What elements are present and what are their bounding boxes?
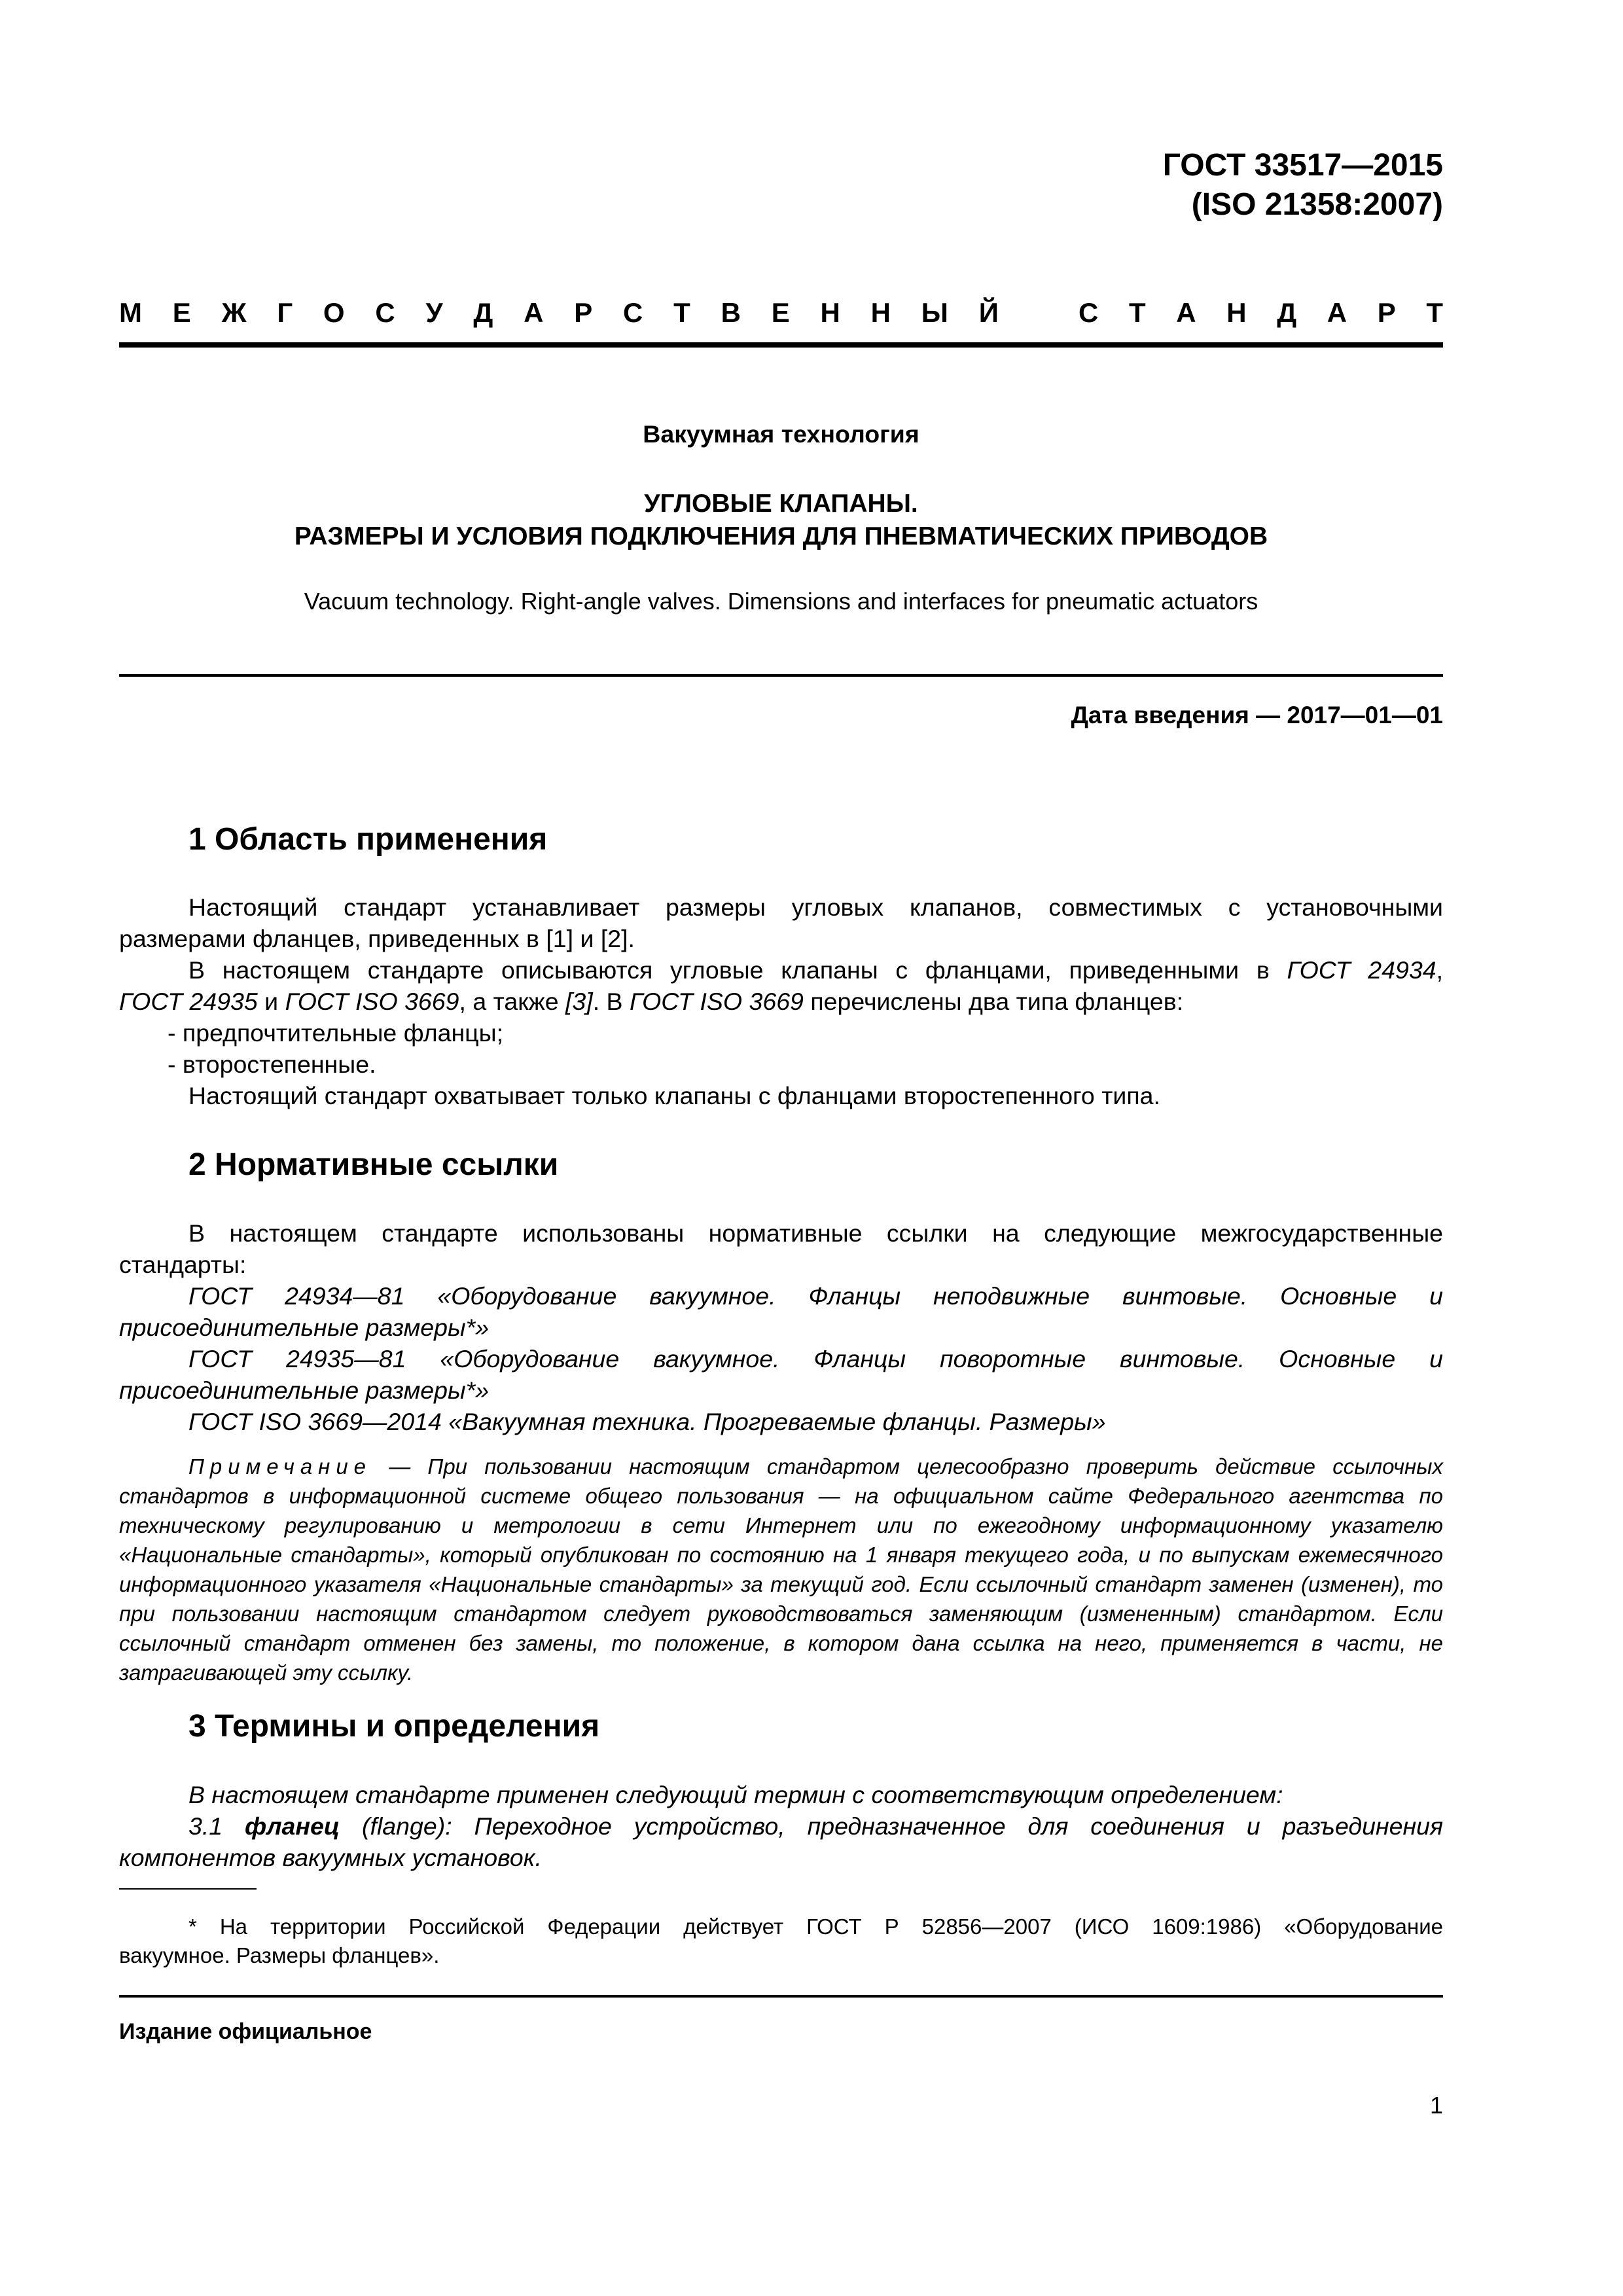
footnote-line1: * На территории Российской Федерации действует ГОСТ Р 52856—2007 (ИСО 1609:1986) «Оборудование xyxy=(188,1914,1443,1939)
banner-letter: Н xyxy=(870,297,891,328)
note-label: Примечание xyxy=(188,1454,372,1479)
section1-p2-line1: В настоящем стандарте описываются угловые клапаны с фланцами, приведенными в ГОСТ 24934, xyxy=(188,956,1443,984)
gost-number: ГОСТ 33517—2015 xyxy=(1162,148,1443,183)
banner-letter: С xyxy=(375,297,395,328)
banner-letter: О xyxy=(323,297,345,328)
banner-letter: С xyxy=(623,297,643,328)
ref-3: [3] xyxy=(565,988,593,1015)
banner-letter: М xyxy=(119,297,142,328)
footer-rule xyxy=(119,1995,1443,1998)
title-line1: УГЛОВЫЕ КЛАПАНЫ. xyxy=(644,490,918,518)
banner-letter: Р xyxy=(1377,297,1396,328)
banner-word-interstate xyxy=(119,297,999,329)
list-item: - предпочтительные фланцы; xyxy=(168,1019,504,1047)
intro-date: Дата введения — 2017—01—01 xyxy=(1071,702,1443,728)
banner-letter: А xyxy=(1176,297,1196,328)
banner-letter: Т xyxy=(1128,297,1146,328)
banner-letter: Н xyxy=(1226,297,1247,328)
footnote-separator xyxy=(119,1888,257,1890)
note-text: — При пользовании настоящим стандартом целесообразно проверить действие ссылочных стандартов в информационной системе общего пользования — на официальном сайте Федерального агентства по техническому регулированию и метрологии в сети Интернет или по ежегодному информационному указателю «Национальные стандарты», который опубликован по состоянию на 1 января текущего года, и по выпускам ежемесячного информационного указателя «Национальные стандарты» за текущий год. Если ссылочный стандарт заменен (изменен), то при пользовании настоящим стандартом следует руководствоваться заменяющим (измененным) стандартом. Если ссылочный стандарт отменен без замены, то положение, в котором дана ссылка на него, применяется в части, не затрагивающей эту ссылку. xyxy=(119,1454,1443,1685)
title-line2: РАЗМЕРЫ И УСЛОВИЯ ПОДКЛЮЧЕНИЯ ДЛЯ ПНЕВМАТИЧЕСКИХ ПРИВОДОВ xyxy=(294,522,1268,550)
section1-p1-line1: Настоящий стандарт устанавливает размеры угловых клапанов, совместимых с установочными xyxy=(188,893,1443,921)
term-number: 3.1 xyxy=(188,1812,245,1840)
section2-p1-line2: стандарты: xyxy=(119,1251,247,1278)
banner-letter: А xyxy=(524,297,544,328)
term-name: фланец xyxy=(245,1812,340,1840)
normative-ref-1-line1: ГОСТ 24934—81 «Оборудование вакуумное. Фланцы неподвижные винтовые. Основные и xyxy=(188,1282,1443,1310)
title-subject: Вакуумная технология xyxy=(643,420,919,448)
ref-gost-iso-3669-b: ГОСТ ISO 3669 xyxy=(629,988,804,1015)
banner-letter: Д xyxy=(473,297,493,328)
normative-ref-2-line1: ГОСТ 24935—81 «Оборудование вакуумное. Фланцы поворотные винтовые. Основные и xyxy=(188,1345,1443,1372)
normative-ref-2-line2: присоединительные размеры*» xyxy=(119,1376,490,1404)
edition-label: Издание официальное xyxy=(119,2019,372,2044)
banner-letter: Ы xyxy=(921,297,948,328)
banner-letter: Й xyxy=(978,297,999,328)
page-number: 1 xyxy=(1429,2092,1443,2119)
interstate-standard-banner xyxy=(119,297,1443,329)
banner-letter: Р xyxy=(574,297,593,328)
banner-letter: Д xyxy=(1277,297,1297,328)
section1-p1-line2: размерами фланцев, приведенных в [1] и [2]. xyxy=(119,925,635,952)
banner-letter: А xyxy=(1327,297,1347,328)
section3-p1: В настоящем стандарте применен следующий термин с соответствующим определением: xyxy=(188,1781,1283,1808)
banner-letter: Г xyxy=(277,297,293,328)
list-item: - второстепенные. xyxy=(168,1050,376,1078)
header-rule xyxy=(119,342,1443,348)
banner-letter: Н xyxy=(820,297,840,328)
banner-letter: Е xyxy=(172,297,191,328)
banner-letter: С xyxy=(1079,297,1099,328)
section1-p2-line2: ГОСТ 24935 и ГОСТ ISO 3669, а также [3]. В ГОСТ ISO 3669 перечислены два типа фланцев: xyxy=(119,988,1184,1015)
section2-p1-line1: В настоящем стандарте использованы нормативные ссылки на следующие межгосударственные xyxy=(188,1219,1443,1247)
banner-letter: В xyxy=(721,297,741,328)
section2-heading: 2 Нормативные ссылки xyxy=(188,1147,559,1182)
banner-letter: Т xyxy=(1426,297,1443,328)
ref-gost-24934: ГОСТ 24934 xyxy=(1287,956,1436,984)
section3-heading: 3 Термины и определения xyxy=(188,1709,600,1744)
banner-word-standard xyxy=(1079,297,1443,329)
normative-ref-1-line2: присоединительные размеры*» xyxy=(119,1314,490,1341)
ref-gost-iso-3669: ГОСТ ISO 3669 xyxy=(285,988,459,1015)
term-definition-line2: компонентов вакуумных установок. xyxy=(119,1844,542,1871)
footnote-line2: вакуумное. Размеры фланцев». xyxy=(119,1943,440,1967)
term-definition-line1: 3.1 фланец (flange): Переходное устройство, предназначенное для соединения и разъединения xyxy=(188,1812,1443,1840)
normative-ref-3: ГОСТ ISO 3669—2014 «Вакуумная техника. Прогреваемые фланцы. Размеры» xyxy=(188,1408,1106,1435)
note-block xyxy=(119,1452,1443,1687)
banner-letter: Е xyxy=(771,297,790,328)
banner-letter: Т xyxy=(673,297,690,328)
banner-letter: У xyxy=(425,297,443,328)
section1-heading: 1 Область применения xyxy=(188,822,548,857)
title-english: Vacuum technology. Right-angle valves. Dimensions and interfaces for pneumatic actuators xyxy=(304,588,1258,615)
ref-gost-24935: ГОСТ 24935 xyxy=(119,988,258,1015)
banner-letter: Ж xyxy=(221,297,247,328)
iso-number: (ISO 21358:2007) xyxy=(1191,187,1443,222)
section1-p3: Настоящий стандарт охватывает только клапаны с фланцами второстепенного типа. xyxy=(188,1082,1160,1109)
title-rule xyxy=(119,674,1443,677)
